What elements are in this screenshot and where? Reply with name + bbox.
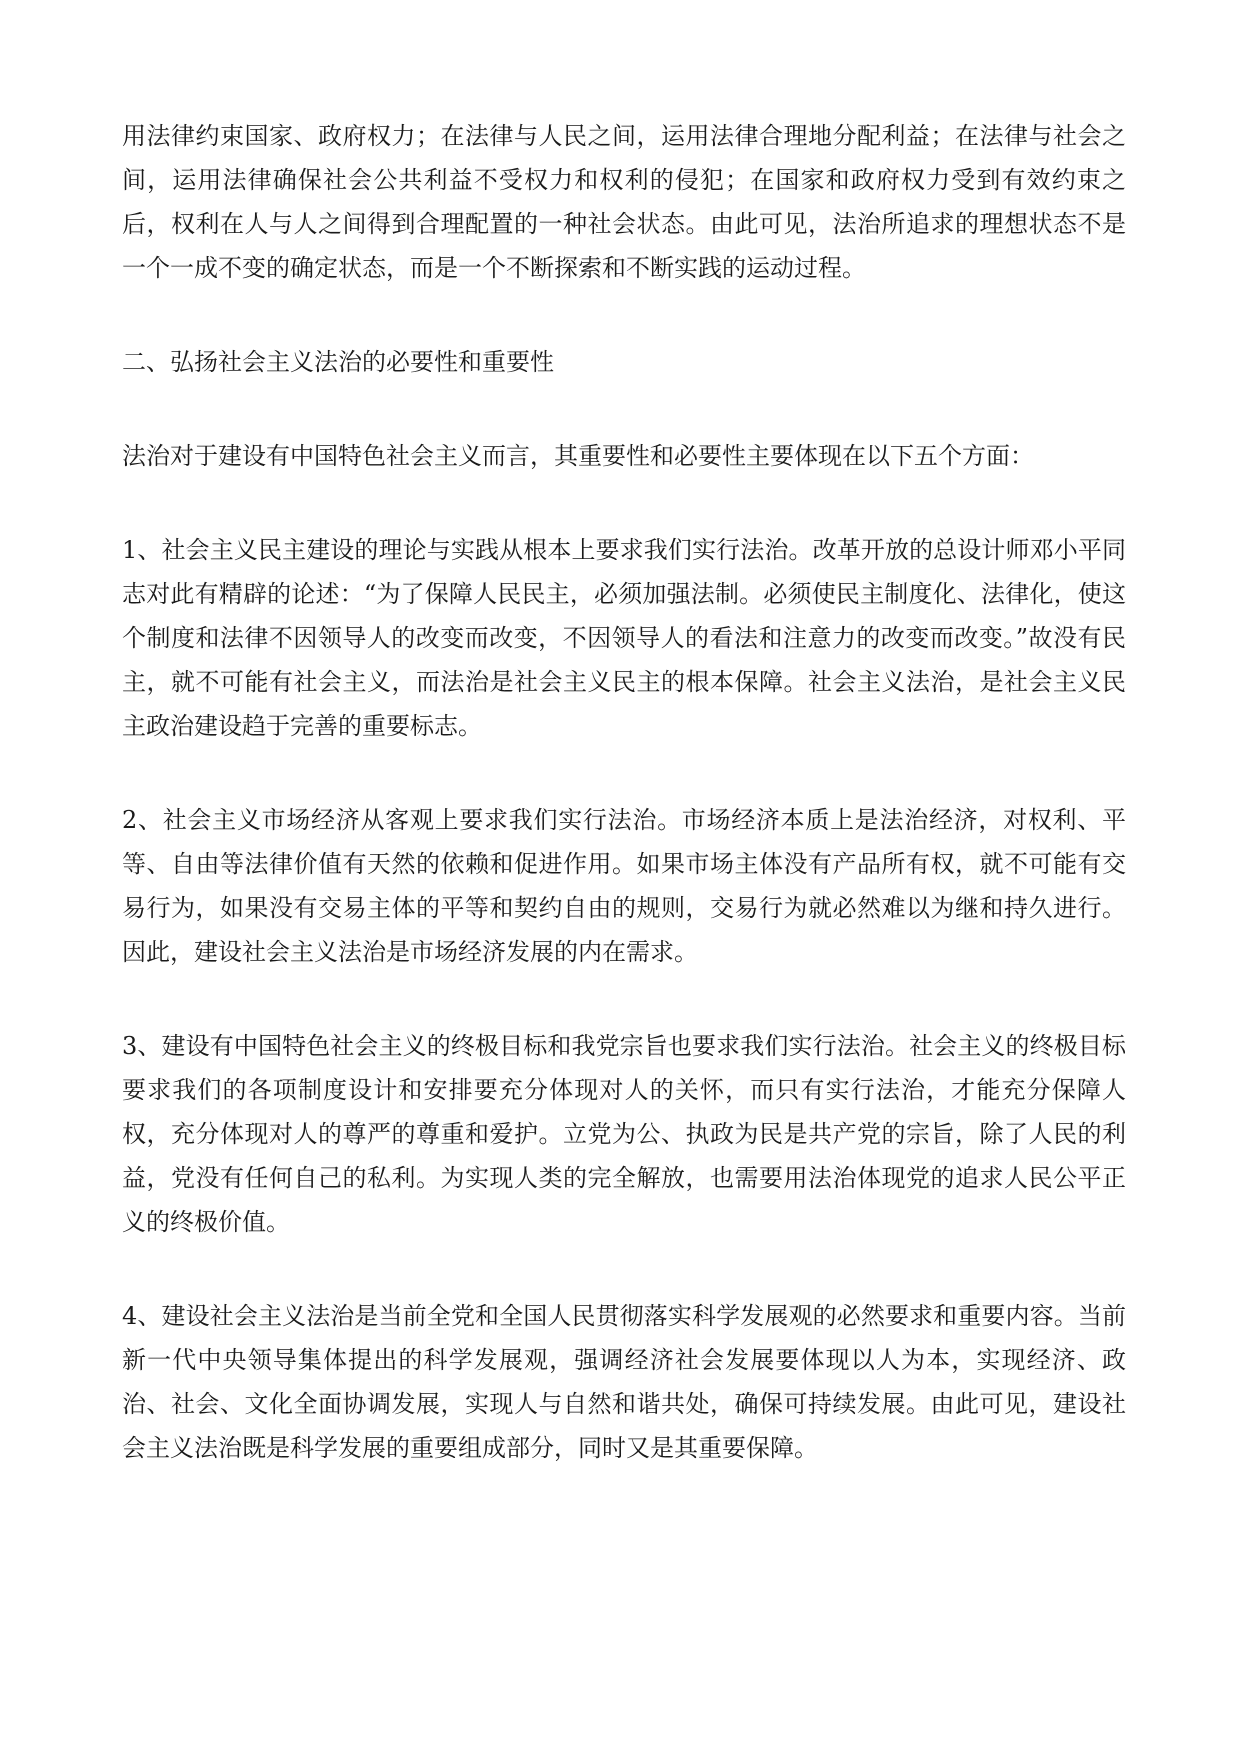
paragraph-point-4: 4、建设社会主义法治是当前全党和全国人民贯彻落实科学发展观的必然要求和重要内容。当前新一代中央领导集体提出的科学发展观，强调经济社会发展要体现以人为本，实现经济、政治、社会、文化全面协调发展，实现人与自然和谐共处，确保可持续发展。由此可见，建设社会主义法治既是科学发展的重要组成部分，同时又是其重要保障。	[122, 1302, 1126, 1462]
paragraph-section-intro: 法治对于建设有中国特色社会主义而言，其重要性和必要性主要体现在以下五个方面：	[122, 442, 1034, 470]
section-heading: 二、弘扬社会主义法治的必要性和重要性	[122, 348, 554, 376]
paragraph-point-1: 1、社会主义民主建设的理论与实践从根本上要求我们实行法治。改革开放的总设计师邓小平同志对此有精辟的论述：“为了保障人民民主，必须加强法制。必须使民主制度化、法律化，使这个制度和法律不因领导人的改变而改变，不因领导人的看法和注意力的改变而改变。”故没有民主，就不可能有社会主义，而法治是社会主义民主的根本保障。社会主义法治，是社会主义民主政治建设趋于完善的重要标志。	[122, 536, 1126, 740]
paragraph-intro-continuation: 用法律约束国家、政府权力；在法律与人民之间，运用法律合理地分配利益；在法律与社会之间，运用法律确保社会公共利益不受权力和权利的侵犯；在国家和政府权力受到有效约束之后，权利在人与人之间得到合理配置的一种社会状态。由此可见，法治所追求的理想状态不是一个一成不变的确定状态，而是一个不断探索和不断实践的运动过程。	[122, 122, 1126, 282]
paragraph-point-2: 2、社会主义市场经济从客观上要求我们实行法治。市场经济本质上是法治经济，对权利、平等、自由等法律价值有天然的依赖和促进作用。如果市场主体没有产品所有权，就不可能有交易行为，如果没有交易主体的平等和契约自由的规则，交易行为就必然难以为继和持久进行。因此，建设社会主义法治是市场经济发展的内在需求。	[122, 806, 1126, 966]
document-body	[122, 114, 1126, 1520]
paragraph-point-3: 3、建设有中国特色社会主义的终极目标和我党宗旨也要求我们实行法治。社会主义的终极目标要求我们的各项制度设计和安排要充分体现对人的关怀，而只有实行法治，才能充分保障人权，充分体现对人的尊严的尊重和爱护。立党为公、执政为民是共产党的宗旨，除了人民的利益，党没有任何自己的私利。为实现人类的完全解放，也需要用法治体现党的追求人民公平正义的终极价值。	[122, 1032, 1126, 1236]
